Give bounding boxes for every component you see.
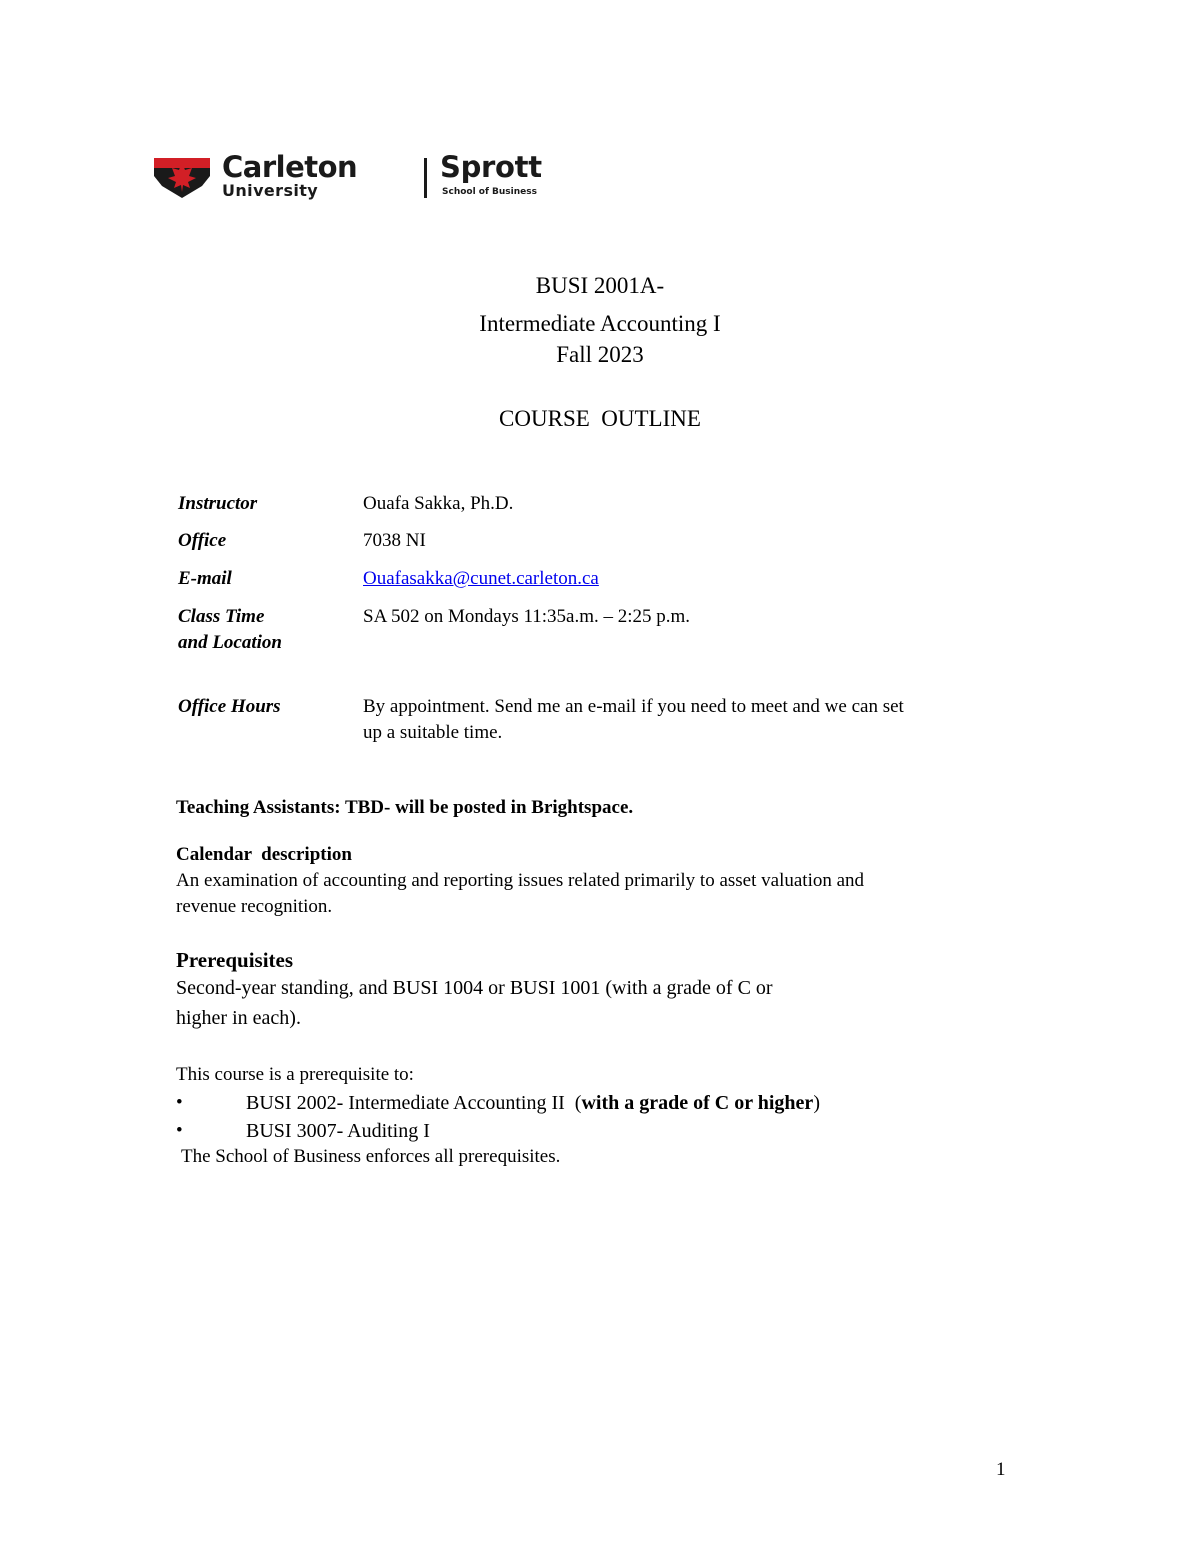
email-label: E-mail <box>178 568 232 589</box>
office-label: Office <box>178 530 227 551</box>
prerequisites-line2: higher in each). <box>176 1007 301 1029</box>
prereq-item-1 <box>246 1092 820 1115</box>
instructor-label: Instructor <box>178 493 258 514</box>
course-name: Intermediate Accounting I <box>479 311 721 336</box>
prereq-item-1-text: BUSI 2002- Intermediate Accounting II ( <box>246 1092 582 1114</box>
class-time-label-line2: and Location <box>178 632 282 653</box>
prereq-to-intro: This course is a prerequisite to: <box>176 1064 414 1085</box>
logo-divider <box>424 158 427 198</box>
calendar-line2: revenue recognition. <box>176 896 333 917</box>
course-code: BUSI 2001A- <box>535 273 665 298</box>
bullet-icon: • <box>176 1092 183 1113</box>
prereq-item-1-close: ) <box>813 1092 820 1114</box>
prereq-item-1-bold: with a grade of C or higher <box>581 1092 814 1114</box>
prerequisites-heading: Prerequisites <box>176 948 294 972</box>
bullet-icon: • <box>176 1120 183 1141</box>
instructor-value: Ouafa Sakka, Ph.D. <box>363 493 514 514</box>
course-outline-heading: COURSE OUTLINE <box>499 406 701 431</box>
office-hours-value-line2: up a suitable time. <box>363 722 503 743</box>
class-time-label-line1: Class Time <box>178 606 265 627</box>
office-hours-value-line1: By appointment. Send me an e-mail if you need to meet and we can set <box>363 696 904 717</box>
prerequisites-line1: Second-year standing, and BUSI 1004 or BUSI 1001 (with a grade of C or <box>176 977 773 999</box>
calendar-heading: Calendar description <box>176 844 352 865</box>
maple-leaf-shield-icon <box>152 156 212 200</box>
logo-university-sub: University <box>222 181 319 200</box>
office-value: 7038 NI <box>363 530 426 551</box>
enforce-note: The School of Business enforces all prerequisites. <box>181 1146 561 1167</box>
logo-school-sub: School of Business <box>442 187 537 197</box>
prereq-item-2: BUSI 3007- Auditing I <box>246 1120 430 1142</box>
logo-university-name: Carleton <box>222 150 358 184</box>
email-value <box>363 568 599 590</box>
email-link[interactable]: Ouafasakka@cunet.carleton.ca <box>363 568 599 589</box>
course-term: Fall 2023 <box>556 342 644 367</box>
teaching-assistants: Teaching Assistants: TBD- will be posted in Brightspace. <box>176 797 634 818</box>
logo-school-name: Sprott <box>440 150 542 184</box>
calendar-line1: An examination of accounting and reporting issues related primarily to asset valuation and <box>176 870 865 891</box>
page-number: 1 <box>996 1459 1006 1480</box>
office-hours-label: Office Hours <box>178 696 281 717</box>
class-time-value: SA 502 on Mondays 11:35a.m. – 2:25 p.m. <box>363 606 691 627</box>
